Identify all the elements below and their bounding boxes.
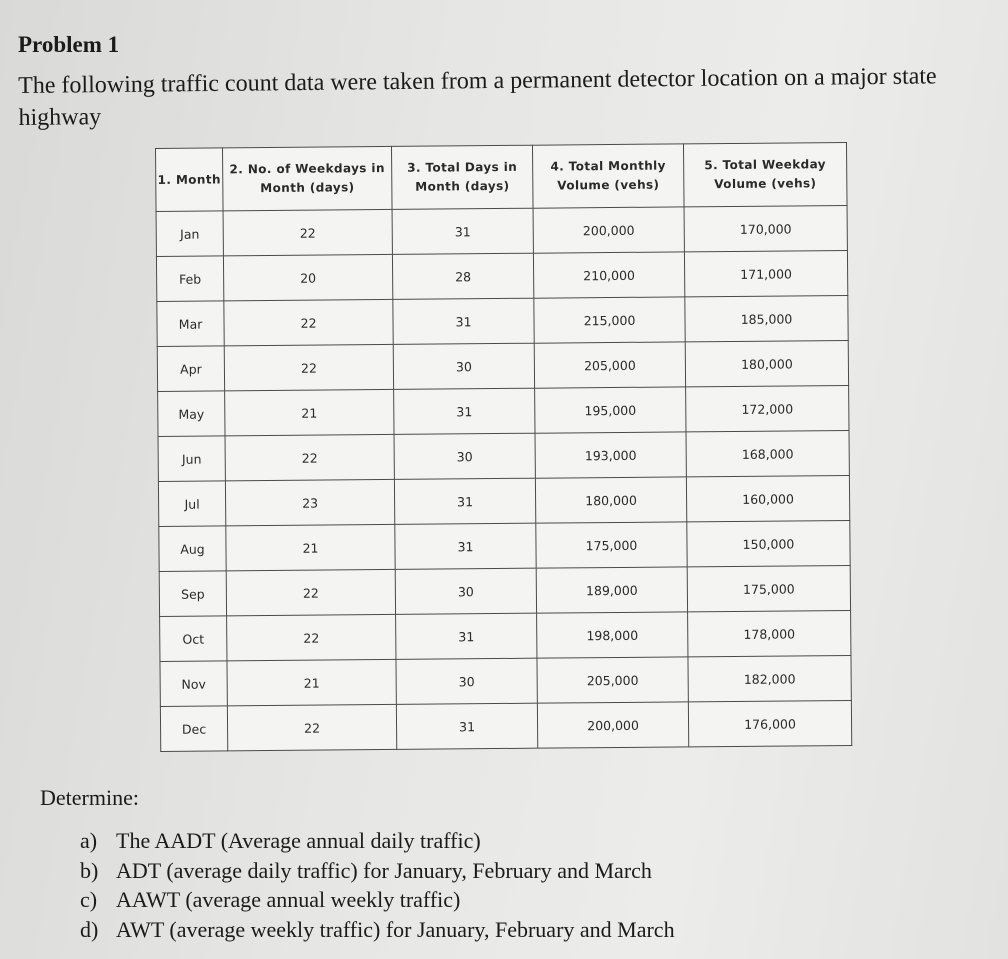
cell-monthly-volume: 180,000 bbox=[535, 477, 686, 523]
cell-total-days: 30 bbox=[394, 433, 535, 479]
cell-month: Oct bbox=[160, 616, 227, 662]
cell-weekdays: 22 bbox=[226, 569, 395, 615]
table-body bbox=[156, 205, 852, 751]
question-item bbox=[80, 885, 675, 915]
cell-monthly-volume: 189,000 bbox=[536, 567, 687, 613]
cell-monthly-volume: 175,000 bbox=[536, 522, 687, 568]
question-text: ADT (average daily traffic) for January, February and March bbox=[116, 857, 652, 883]
cell-month: Feb bbox=[156, 256, 223, 302]
cell-monthly-volume: 195,000 bbox=[535, 387, 686, 433]
table-row bbox=[156, 250, 847, 301]
header-monthly-volume: 4. Total Monthly Volume (vehs) bbox=[532, 144, 684, 208]
cell-weekdays: 22 bbox=[227, 704, 396, 750]
header-weekdays: 2. No. of Weekdays in Month (days) bbox=[223, 146, 393, 210]
cell-month: Jul bbox=[158, 481, 225, 527]
cell-total-days: 30 bbox=[393, 343, 534, 389]
header-month: 1. Month bbox=[156, 148, 224, 212]
table-row bbox=[158, 385, 849, 436]
cell-monthly-volume: 193,000 bbox=[535, 432, 686, 478]
cell-weekday-volume: 185,000 bbox=[685, 295, 848, 341]
cell-total-days: 31 bbox=[396, 703, 537, 749]
cell-monthly-volume: 198,000 bbox=[537, 612, 688, 658]
cell-weekdays: 22 bbox=[224, 299, 393, 345]
cell-total-days: 31 bbox=[394, 478, 535, 524]
question-letter: d) bbox=[80, 916, 99, 942]
question-letter: c) bbox=[80, 887, 98, 912]
cell-month: Jun bbox=[158, 436, 225, 482]
cell-weekdays: 21 bbox=[227, 659, 396, 705]
cell-month: Dec bbox=[160, 706, 227, 752]
cell-total-days: 31 bbox=[394, 388, 535, 434]
question-text: AAWT (average annual weekly traffic) bbox=[116, 887, 461, 912]
cell-weekdays: 21 bbox=[226, 524, 395, 570]
cell-total-days: 30 bbox=[396, 658, 537, 704]
cell-weekday-volume: 168,000 bbox=[686, 430, 849, 476]
cell-weekdays: 22 bbox=[227, 614, 396, 660]
cell-total-days: 31 bbox=[392, 208, 533, 254]
question-text: AWT (average weekly traffic) for January, February and March bbox=[116, 916, 675, 942]
table-row bbox=[156, 205, 847, 256]
cell-total-days: 31 bbox=[393, 298, 534, 344]
cell-monthly-volume: 200,000 bbox=[537, 702, 688, 748]
cell-weekday-volume: 178,000 bbox=[688, 610, 851, 656]
cell-monthly-volume: 210,000 bbox=[533, 252, 684, 298]
table-row bbox=[157, 295, 848, 346]
question-text: The AADT (Average annual daily traffic) bbox=[116, 828, 481, 853]
cell-weekdays: 22 bbox=[224, 344, 393, 390]
cell-month: Aug bbox=[159, 526, 226, 572]
cell-weekdays: 23 bbox=[225, 479, 394, 525]
cell-month: Mar bbox=[157, 301, 224, 347]
traffic-table-container bbox=[155, 142, 852, 752]
cell-weekday-volume: 180,000 bbox=[685, 340, 848, 386]
question-item bbox=[80, 915, 675, 945]
cell-weekday-volume: 160,000 bbox=[686, 475, 849, 521]
table-row bbox=[159, 520, 850, 571]
problem-intro: The following traffic count data were taken from a permanent detector location on a major state highway bbox=[18, 63, 937, 131]
table-row bbox=[160, 610, 851, 661]
question-list bbox=[80, 826, 675, 944]
table-row bbox=[157, 340, 848, 391]
header-weekday-volume: 5. Total Weekday Volume (vehs) bbox=[683, 142, 847, 206]
cell-weekday-volume: 170,000 bbox=[684, 205, 847, 251]
table-row bbox=[160, 700, 851, 751]
cell-month: Apr bbox=[157, 346, 224, 392]
cell-monthly-volume: 200,000 bbox=[533, 207, 684, 253]
cell-total-days: 28 bbox=[392, 253, 533, 299]
cell-monthly-volume: 215,000 bbox=[534, 297, 685, 343]
cell-weekday-volume: 171,000 bbox=[684, 250, 847, 296]
table-row bbox=[160, 655, 851, 706]
cell-weekdays: 21 bbox=[225, 389, 394, 435]
cell-total-days: 31 bbox=[396, 613, 537, 659]
cell-weekday-volume: 172,000 bbox=[686, 385, 849, 431]
table-row bbox=[159, 565, 850, 616]
cell-weekdays: 22 bbox=[223, 209, 392, 255]
cell-monthly-volume: 205,000 bbox=[534, 342, 685, 388]
cell-weekday-volume: 175,000 bbox=[687, 565, 850, 611]
table-row bbox=[158, 475, 849, 526]
cell-weekday-volume: 176,000 bbox=[688, 700, 851, 746]
cell-weekday-volume: 150,000 bbox=[687, 520, 850, 566]
determine-label: Determine: bbox=[40, 785, 139, 810]
header-total-days: 3. Total Days in Month (days) bbox=[391, 145, 533, 209]
question-letter: b) bbox=[80, 857, 99, 883]
cell-total-days: 31 bbox=[395, 523, 536, 569]
cell-monthly-volume: 205,000 bbox=[537, 657, 688, 703]
traffic-count-table bbox=[155, 142, 852, 752]
cell-month: Sep bbox=[159, 571, 226, 617]
cell-weekdays: 20 bbox=[223, 254, 392, 300]
cell-month: May bbox=[158, 391, 225, 437]
question-letter: a) bbox=[80, 828, 98, 853]
cell-weekdays: 22 bbox=[225, 434, 394, 480]
table-header-row bbox=[156, 142, 848, 211]
cell-month: Nov bbox=[160, 661, 227, 707]
cell-weekday-volume: 182,000 bbox=[688, 655, 851, 701]
cell-total-days: 30 bbox=[395, 568, 536, 614]
question-item bbox=[80, 826, 675, 856]
table-row bbox=[158, 430, 849, 481]
problem-title: Problem 1 bbox=[18, 32, 120, 57]
question-item bbox=[80, 856, 675, 886]
cell-month: Jan bbox=[156, 211, 223, 257]
